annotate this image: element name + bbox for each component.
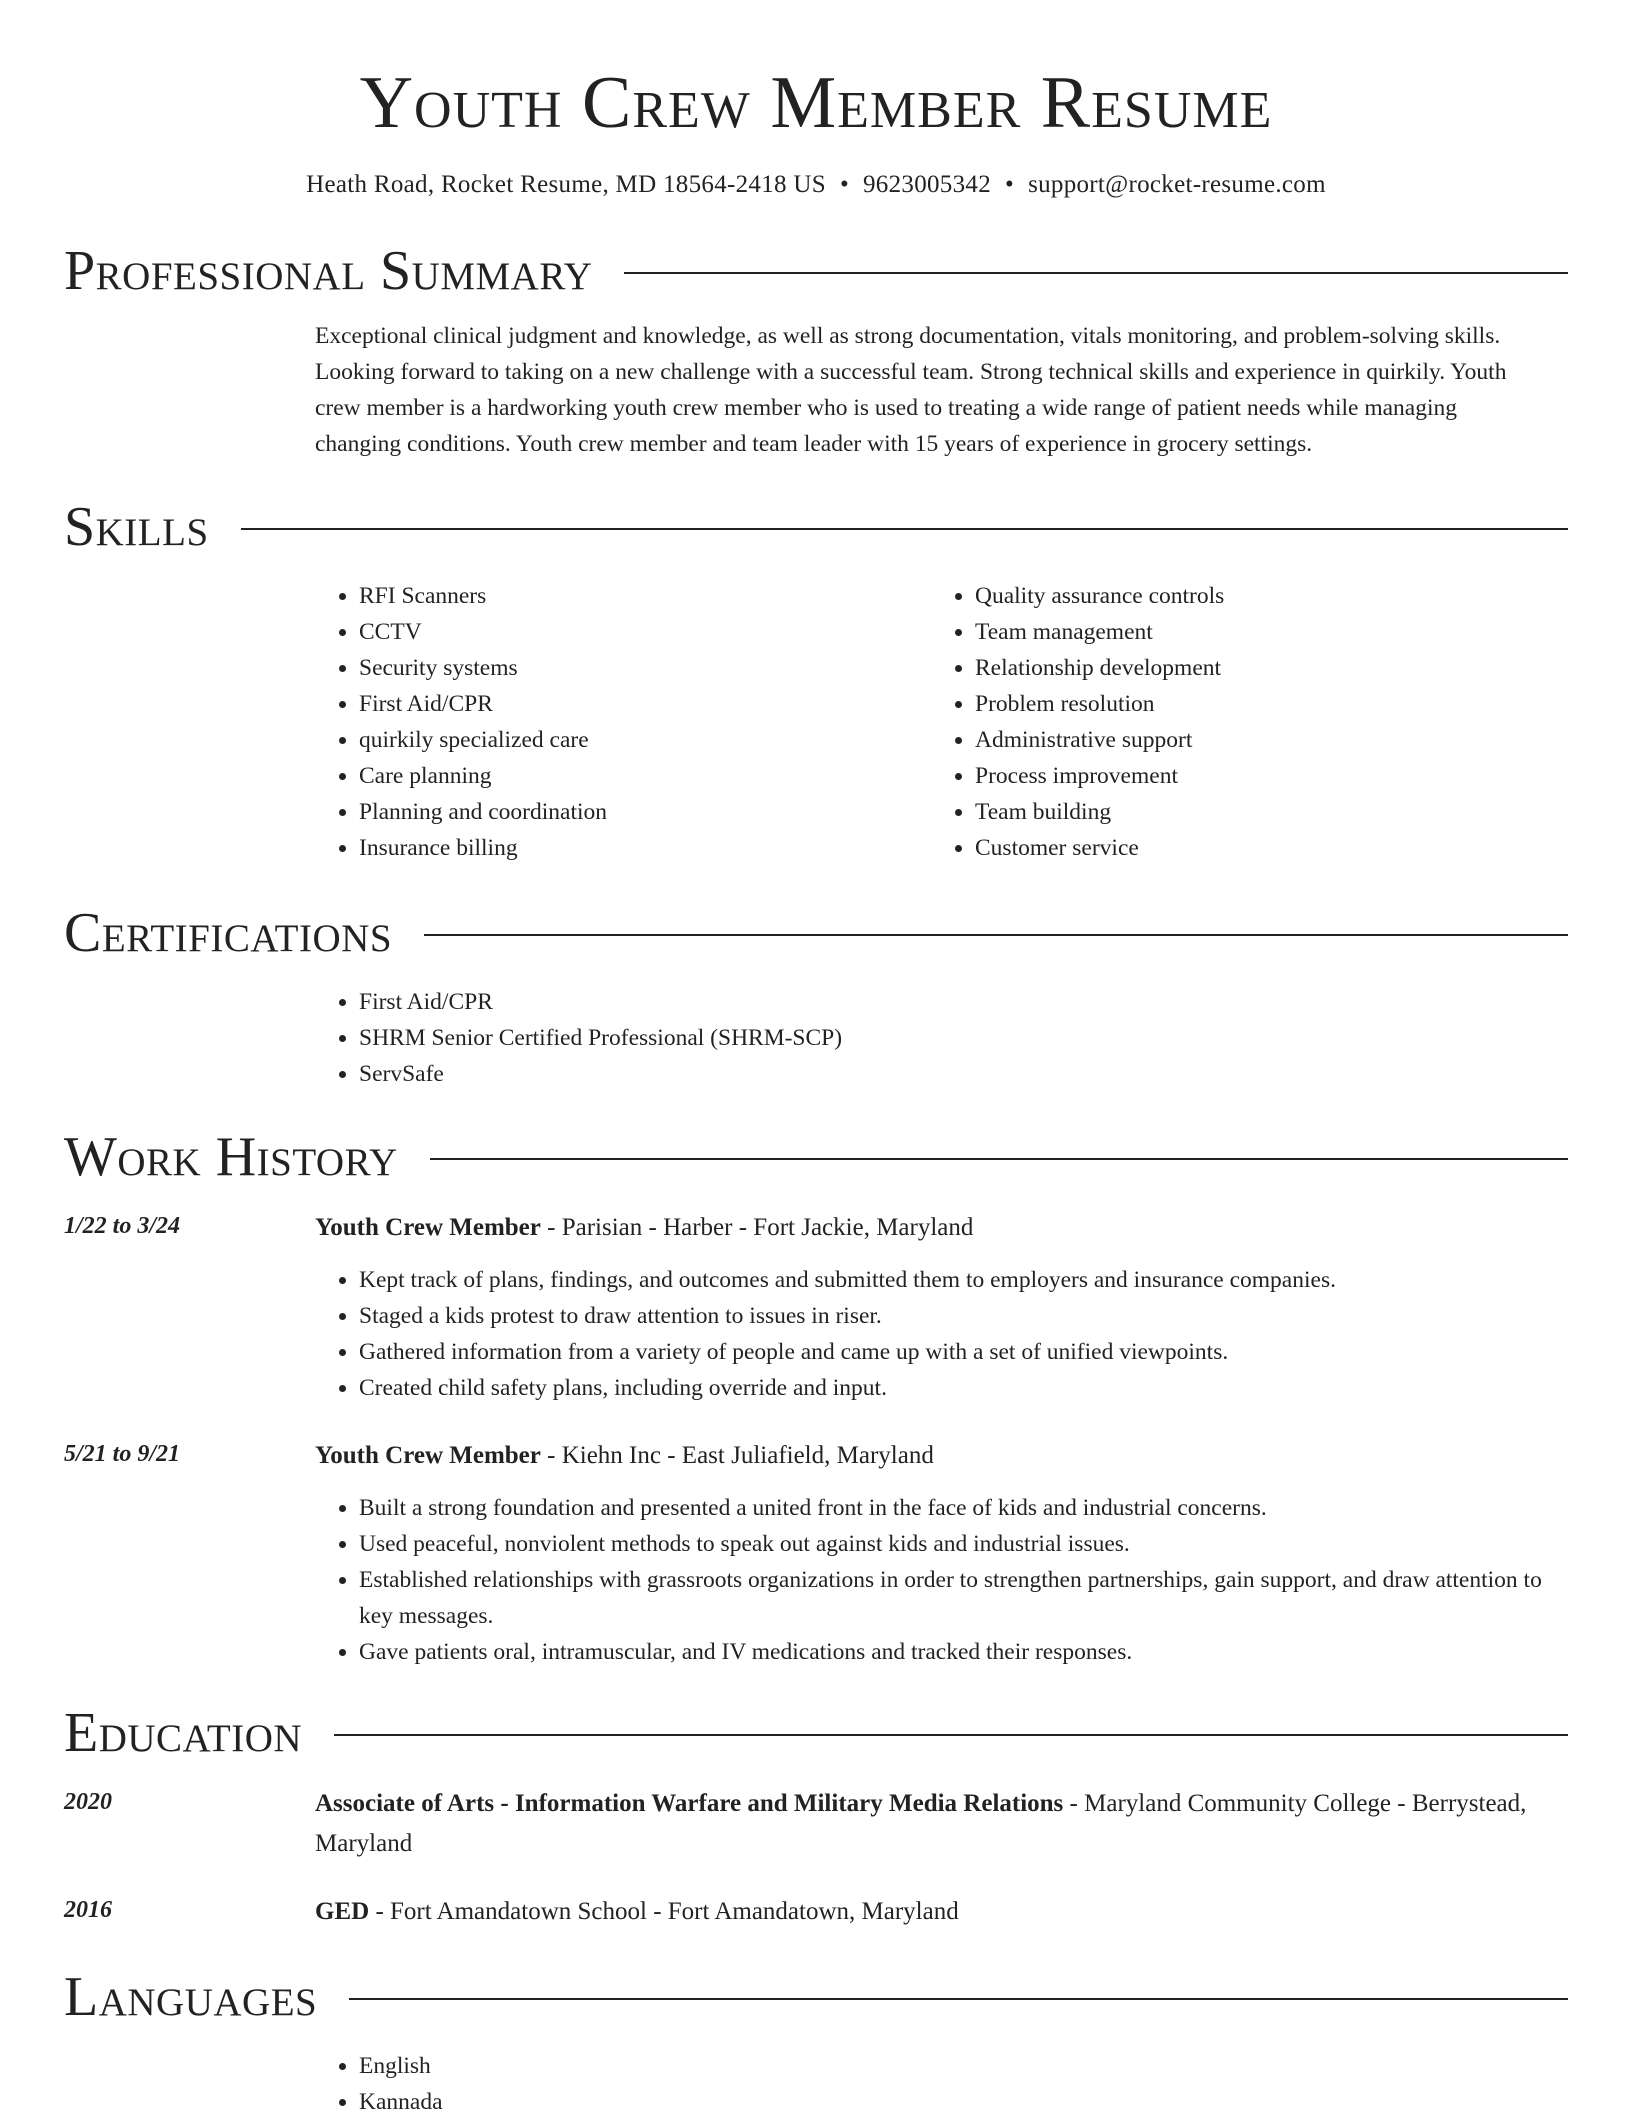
skills-column-right [931,578,1547,866]
section-divider [424,934,1568,936]
skill-item: • Process improvement [975,758,1547,794]
languages-heading: Languages [64,1966,318,2028]
work-section-header [64,1122,1568,1192]
languages-list [315,2048,1568,2112]
skill-item: • Administrative support [975,722,1547,758]
job-title: Youth Crew Member [315,1442,541,1469]
education-section-header [64,1698,1568,1768]
job-title: Youth Crew Member [315,1214,541,1241]
skill-item: • quirkily specialized care [359,722,931,758]
skill-item: • First Aid/CPR [359,686,931,722]
summary-heading: Professional Summary [64,240,593,302]
certification-item: • SHRM Senior Certified Professional (SHRM-SCP) [359,1020,1568,1056]
section-divider [349,1998,1568,2000]
contact-line [64,170,1568,200]
summary-section-header [64,236,1568,306]
contact-email: support@rocket-resume.com [1028,171,1326,198]
job-dates: 5/21 to 9/21 [64,1441,181,1467]
skill-item: • Care planning [359,758,931,794]
job-bullet: • Created child safety plans, including override and input. [359,1370,1548,1406]
education-details: - Fort Amandatown School - Fort Amandatown, Maryland [369,1898,959,1925]
skill-item: • Security systems [359,650,931,686]
skill-item: • Customer service [975,830,1547,866]
education-details: - Maryland Community College - Berrystead, Maryland [315,1790,1527,1857]
job-bullet: • Used peaceful, nonviolent methods to speak out against kids and industrial issues. [359,1526,1548,1562]
language-item: • English [359,2048,1568,2084]
language-item: • Kannada [359,2084,1568,2112]
job-bullets [315,1262,1548,1406]
section-divider [241,528,1568,530]
job-details: - Kiehn Inc - East Juliafield, Maryland [540,1442,934,1469]
skills-heading: Skills [64,496,209,558]
education-headline [315,1892,1548,1932]
job-bullet: • Kept track of plans, findings, and outcomes and submitted them to employers and insurance companies. [359,1262,1548,1298]
job-bullet: • Established relationships with grassroots organizations in order to strengthen partnerships, gain support, and draw attention to key messages. [359,1562,1548,1634]
job-body [315,1208,1548,1406]
certification-item: • ServSafe [359,1056,1568,1092]
skills-list [315,578,1568,866]
job-details: - Parisian - Harber - Fort Jackie, Maryland [540,1214,974,1241]
contact-address: Heath Road, Rocket Resume, MD 18564-2418 US [306,171,826,198]
education-heading: Education [64,1702,303,1764]
contact-separator: • [1005,171,1015,198]
education-body [315,1784,1548,1864]
contact-phone: 9623005342 [863,171,991,198]
languages-section-header [64,1962,1568,2032]
education-entry [64,1784,1568,1864]
job-bullet: • Gave patients oral, intramuscular, and IV medications and tracked their responses. [359,1634,1548,1670]
job-headline [315,1208,1548,1248]
skill-item: • Quality assurance controls [975,578,1547,614]
summary-text: Exceptional clinical judgment and knowledge, as well as strong documentation, vitals monitoring, and problem-solving skills. Looking forward to taking on a new challenge with a successful team. Strong technical skills and experience in quirkily. Youth crew member is a hardworking youth crew member who is used to treating a wide range of patient needs while managing changing conditions. Youth crew member and team leader with 15 years of experience in grocery settings. [315,323,1507,457]
work-heading: Work History [64,1126,398,1188]
certification-item: • First Aid/CPR [359,984,1568,1020]
job-bullets [315,1490,1548,1670]
skill-item: • Team management [975,614,1547,650]
section-divider [334,1734,1568,1736]
skill-item: • Relationship development [975,650,1547,686]
job-bullet: • Built a strong foundation and presented a united front in the face of kids and industrial concerns. [359,1490,1548,1526]
education-year: 2016 [64,1897,112,1923]
resume-title: Youth Crew Member Resume [359,62,1273,144]
education-degree: Associate of Arts - Information Warfare and Military Media Relations [315,1790,1064,1817]
section-divider [430,1158,1568,1160]
skill-item: • Problem resolution [975,686,1547,722]
job-dates: 1/22 to 3/24 [64,1213,181,1239]
skill-item: • Planning and coordination [359,794,931,830]
skill-item: • RFI Scanners [359,578,931,614]
job-bullet: • Gathered information from a variety of people and came up with a set of unified viewpoints. [359,1334,1548,1370]
education-entry [64,1892,1568,1932]
section-divider [624,272,1568,274]
certifications-heading: Certifications [64,902,393,964]
education-degree: GED [315,1898,370,1925]
skill-item: • Team building [975,794,1547,830]
job-entry [64,1436,1568,1670]
job-body [315,1436,1548,1670]
job-entry [64,1208,1568,1406]
job-bullet: • Staged a kids protest to draw attention to issues in riser. [359,1298,1548,1334]
skill-item: • CCTV [359,614,931,650]
skill-item: • Insurance billing [359,830,931,866]
job-headline [315,1436,1548,1476]
skills-section-header [64,492,1568,562]
resume-page [64,0,1568,2112]
certifications-section-header [64,898,1568,968]
certifications-list [315,984,1568,1092]
education-body [315,1892,1548,1932]
education-year: 2020 [64,1789,112,1815]
skills-column-left [315,578,931,866]
education-headline [315,1784,1548,1864]
contact-separator: • [839,171,849,198]
